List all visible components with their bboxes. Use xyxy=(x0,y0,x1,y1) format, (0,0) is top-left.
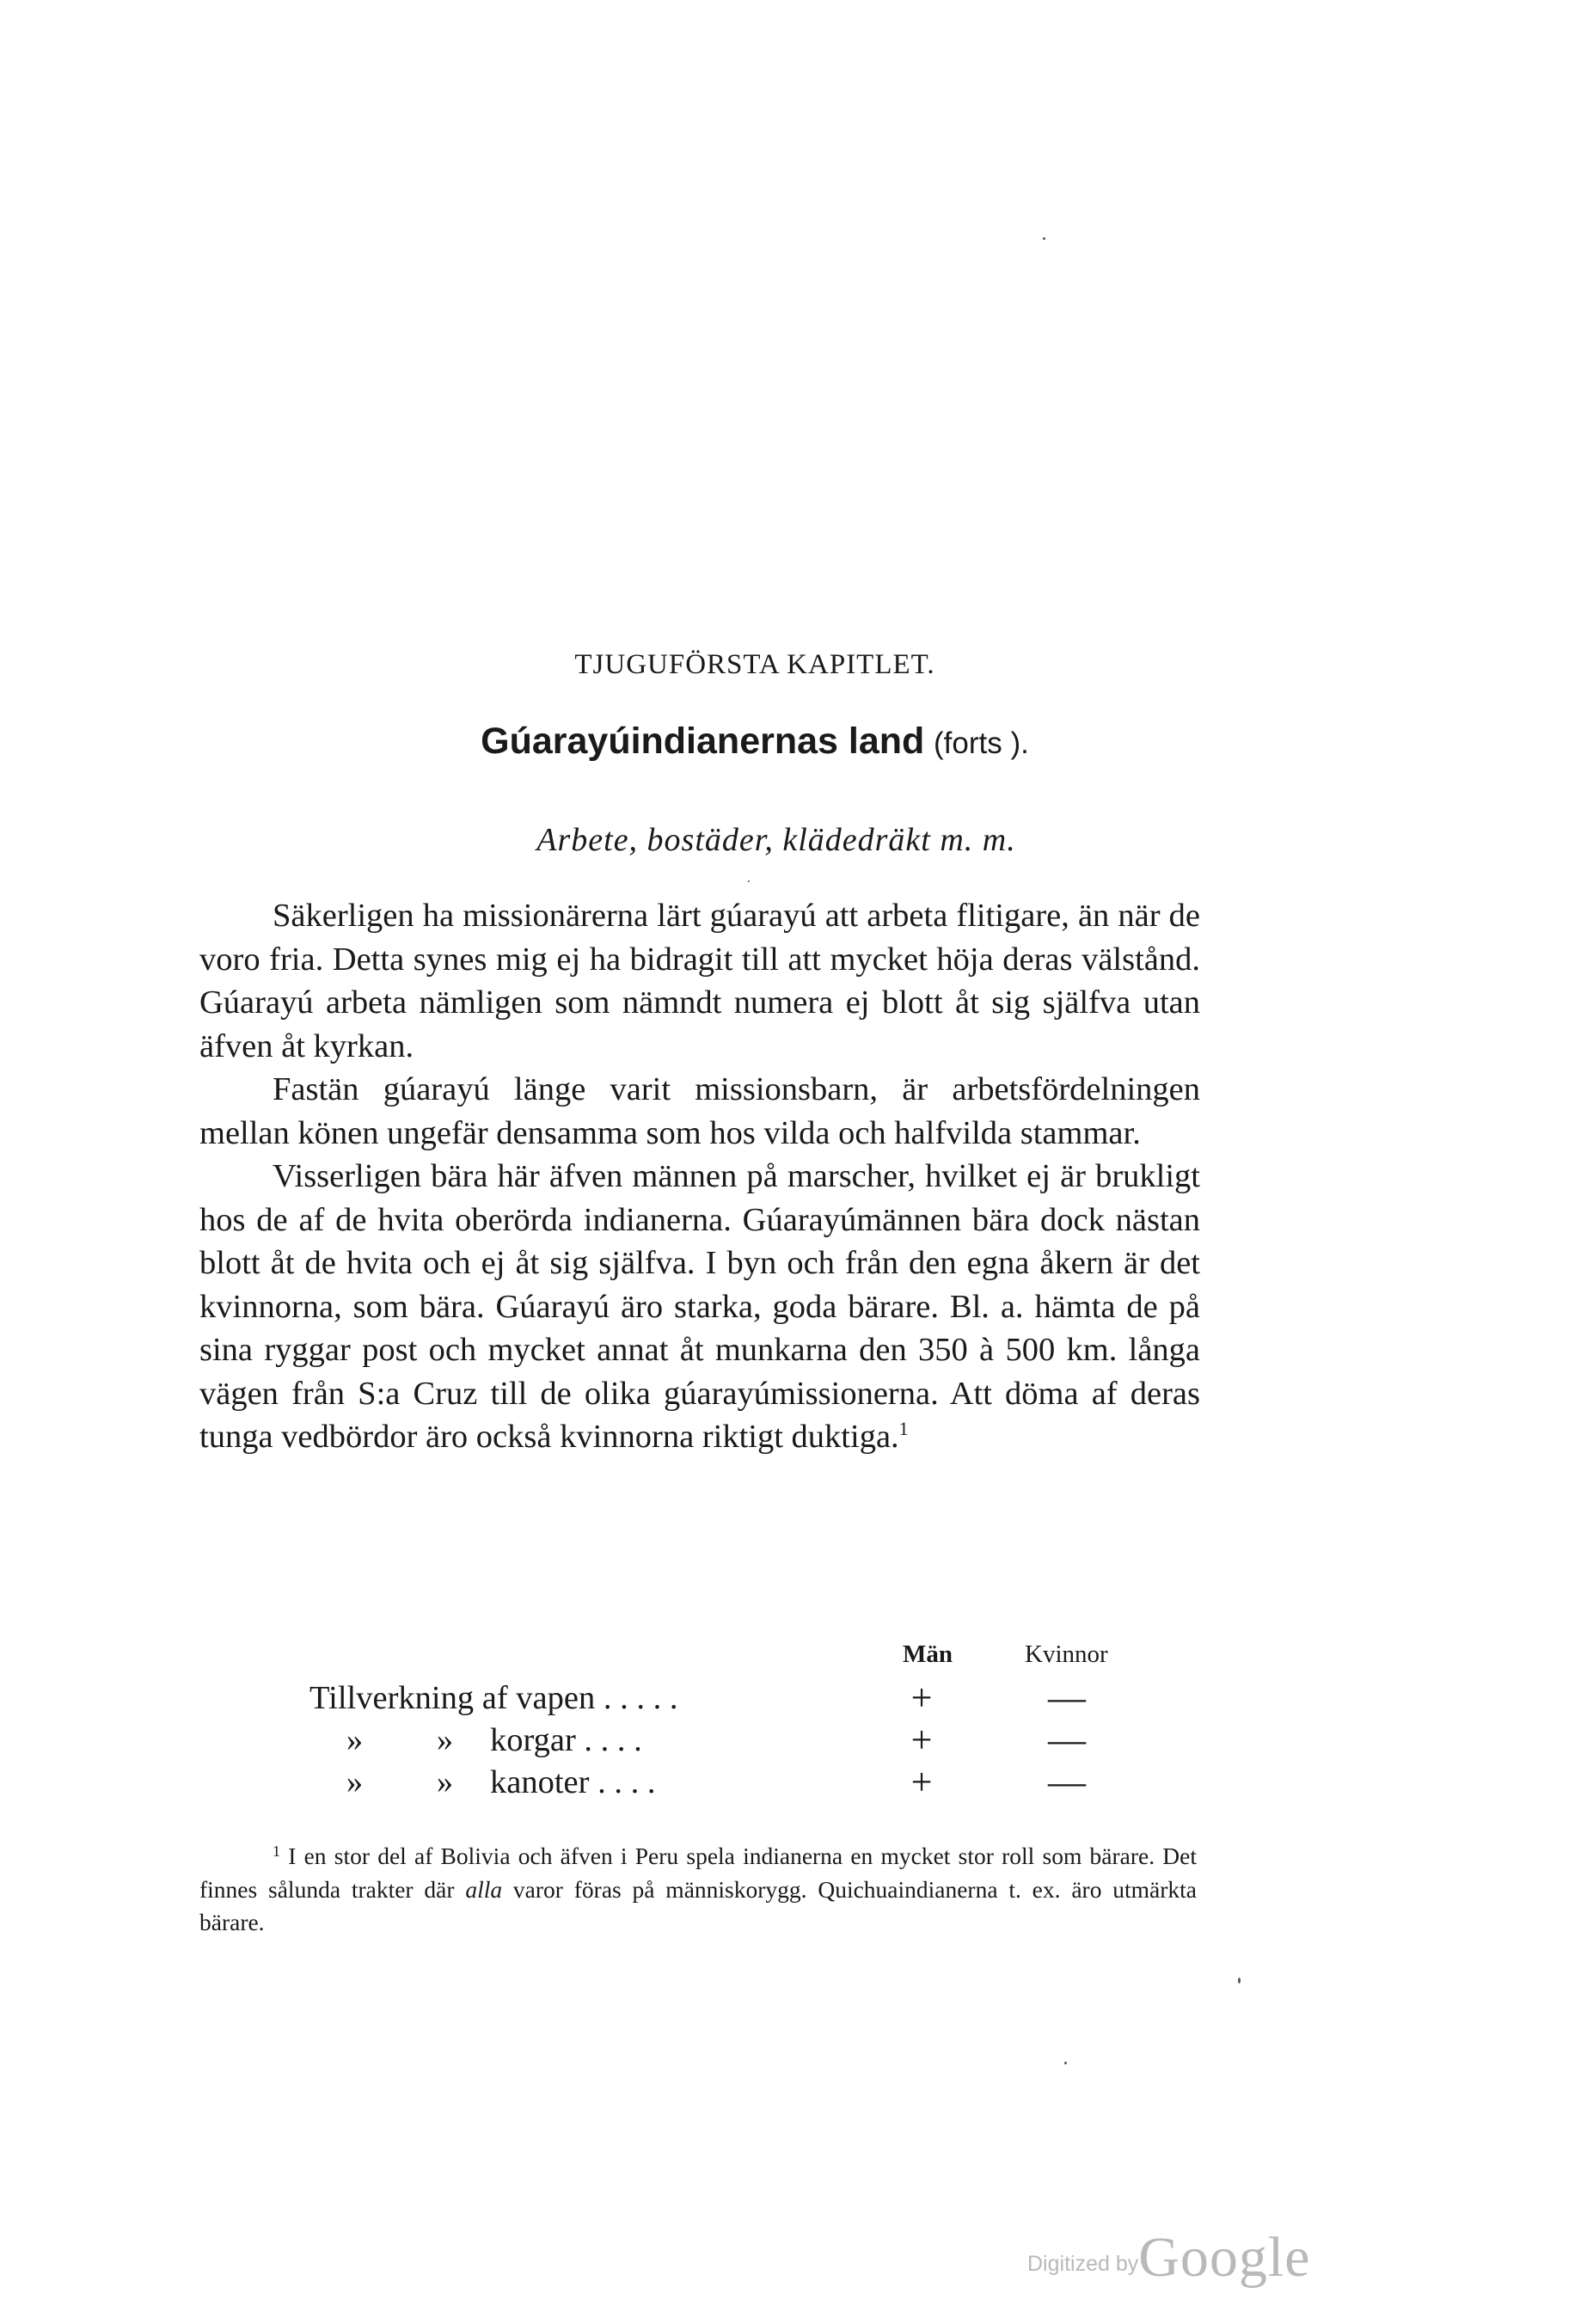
scan-speck xyxy=(1238,1978,1241,1984)
row-label-text: korgar xyxy=(490,1722,576,1758)
table-row xyxy=(309,1721,1221,1763)
row-label-text: kanoter xyxy=(490,1764,590,1800)
table-row xyxy=(309,1679,1221,1721)
scan-speck xyxy=(1064,2062,1067,2064)
row-label-text: Tillverkning af vapen xyxy=(309,1680,596,1716)
leader-dots: . . . . xyxy=(597,1764,656,1800)
footnote-paragraph xyxy=(199,1840,1197,1940)
men-mark: + xyxy=(910,1677,933,1719)
chapter-title xyxy=(0,721,1548,763)
paragraph-2: Fastän gúarayú länge varit missionsbarn, är arbetsfördelningen mellan könen ungefär densamma som hos vilda och halfvilda stammar. xyxy=(199,1071,1200,1151)
chapter-title-main: Gúarayúindianernas land xyxy=(481,721,925,762)
scan-speck xyxy=(748,880,750,882)
leader-dots: . . . . xyxy=(584,1722,642,1758)
row-label xyxy=(309,1763,655,1801)
section-subtitle: Arbete, bostäder, klädedräkt m. m. xyxy=(536,822,1016,858)
header-men: Män xyxy=(903,1640,953,1668)
table-row xyxy=(309,1763,1221,1806)
row-label xyxy=(309,1721,642,1759)
footnote-text-after: varor föras på människorygg. Quichuaindianerna t. ex. äro utmärkta bärare. xyxy=(199,1875,1197,1935)
chapter-title-continued: (forts ). xyxy=(934,727,1029,760)
table-header xyxy=(309,1640,1221,1679)
women-mark: — xyxy=(1048,1761,1086,1803)
ditto-mark: » xyxy=(436,1722,454,1758)
women-mark: — xyxy=(1048,1719,1086,1761)
paragraph-3 xyxy=(199,1155,1200,1459)
watermark-prefix: Digitized by xyxy=(1027,2252,1139,2276)
men-mark: + xyxy=(910,1719,933,1761)
watermark-brand: Google xyxy=(1138,2226,1311,2289)
row-label xyxy=(309,1679,677,1717)
chapter-heading: TJUGUFÖRSTA KAPITLET. xyxy=(574,649,935,680)
ditto-mark: » xyxy=(346,1764,364,1800)
women-mark: — xyxy=(1048,1677,1086,1719)
leader-dots: . . . . . xyxy=(603,1680,678,1716)
ditto-mark: » xyxy=(436,1764,454,1800)
footnote-text-before: I en stor del af Bolivia och äfven i Peru spela indianerna en mycket stor roll som bärare. Det finnes sålunda trakter där xyxy=(199,1843,1198,1903)
paragraph-3-text: Visserligen bära här äfven männen på marscher, hvilket ej är brukligt hos de af de hvita oberörda indianerna. Gúarayúmännen bära dock nästan blott åt de hvita och ej åt sig själfva. I byn och från den egna åkern är det kvinnorna, som bära. Gúarayú äro starka, goda bärare. Bl. a. hämta de på sina ryggar post och mycket annat åt munkarna den 350 à 500 km. långa vägen från S:a Cruz till de olika gúarayúmissionerna. Att döma af deras tunga vedbördor äro också kvinnorna riktigt duktiga. xyxy=(199,1158,1200,1455)
digitized-watermark xyxy=(1027,2225,1311,2290)
paragraph-1: Säkerligen ha missionärerna lärt gúarayú att arbeta flitigare, än när de voro fria. Detta synes mig ej ha bidragit till att mycket höja deras välstånd. Gúarayú arbeta nämligen som nämndt numera ej blott åt sig själfva utan äfven åt kyrkan. xyxy=(199,898,1200,1064)
ditto-mark: » xyxy=(346,1722,364,1758)
men-mark: + xyxy=(910,1761,933,1803)
footnote-reference: 1 xyxy=(898,1418,909,1439)
scan-speck xyxy=(1043,237,1045,240)
footnote xyxy=(199,1840,1197,1940)
body-text xyxy=(199,894,1200,1459)
footnote-emphasis: alla xyxy=(465,1875,503,1903)
footnote-marker: 1 xyxy=(273,1843,280,1860)
labor-division-table xyxy=(309,1640,1221,1806)
header-women: Kvinnor xyxy=(1025,1640,1108,1668)
